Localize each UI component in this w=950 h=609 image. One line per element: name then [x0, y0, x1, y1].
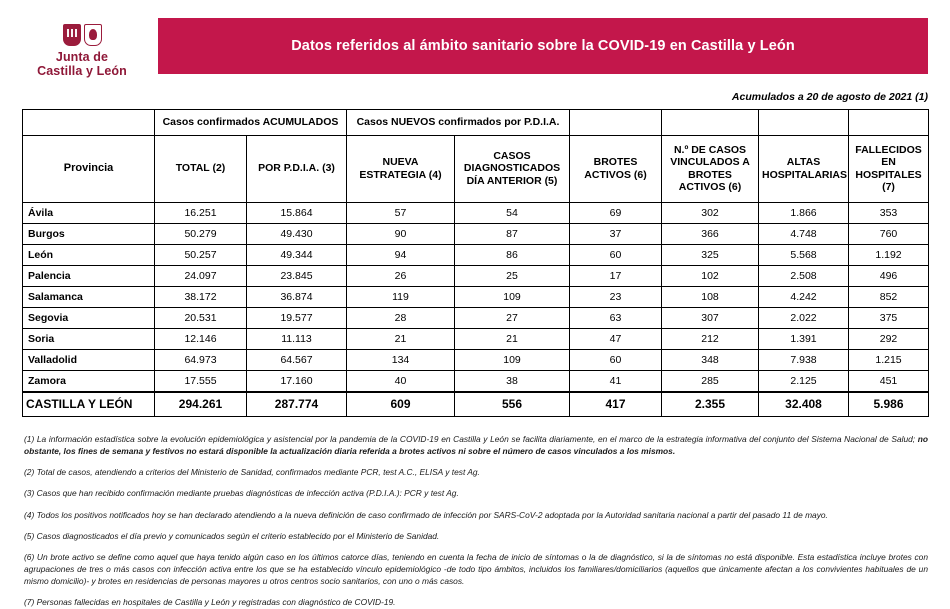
cell-altas: 2.508 [759, 265, 849, 286]
column-header-altas-hospitalarias: ALTAS HOSPITALARIAS [759, 135, 849, 202]
cell-fallecidos: 451 [849, 370, 929, 392]
coat-of-arms-icon [22, 24, 142, 46]
footnote-1 [24, 433, 928, 457]
cell-fallecidos: 1.192 [849, 244, 929, 265]
cell-total: 50.257 [155, 244, 247, 265]
castle-shield-icon [63, 24, 81, 46]
cell-dia-anterior: 87 [455, 223, 570, 244]
cell-dia-anterior: 54 [455, 202, 570, 223]
cell-nueva: 94 [347, 244, 455, 265]
cell-pdia: 64.567 [247, 349, 347, 370]
column-header-casos-vinculados: N.º DE CASOS VINCULADOS A BROTES ACTIVOS (6) [662, 135, 759, 202]
cell-total-brotes: 417 [570, 392, 662, 417]
column-header-brotes-activos: BROTES ACTIVOS (6) [570, 135, 662, 202]
cell-pdia: 23.845 [247, 265, 347, 286]
cell-vinculados: 325 [662, 244, 759, 265]
spacer-cell [23, 109, 155, 135]
table-row [23, 286, 929, 307]
footnote-1-bold: no obstante, los fines de semana y festivos no estará disponible la actualización diaria referida a brotes activos ni sobre el número de casos vinculados a los mismos. [24, 433, 928, 456]
cell-dia-anterior: 21 [455, 328, 570, 349]
cell-provincia: Valladolid [23, 349, 155, 370]
cell-brotes: 69 [570, 202, 662, 223]
logo-line-2: Castilla y León [37, 64, 127, 79]
spacer-cell-2 [570, 109, 662, 135]
cell-nueva: 57 [347, 202, 455, 223]
spacer-cell-4 [759, 109, 849, 135]
table-row [23, 244, 929, 265]
cell-nueva: 26 [347, 265, 455, 286]
cell-provincia: Salamanca [23, 286, 155, 307]
cell-pdia: 49.430 [247, 223, 347, 244]
cell-provincia: Soria [23, 328, 155, 349]
cell-total-altas: 32.408 [759, 392, 849, 417]
footnote-7: (7) Personas fallecidas en hospitales de Castilla y León y registradas con diagnóstico de COVID-19. [24, 597, 396, 608]
cell-altas: 1.866 [759, 202, 849, 223]
column-header-provincia: Provincia [23, 135, 155, 202]
cell-vinculados: 307 [662, 307, 759, 328]
column-header-fallecidos: FALLECIDOS EN HOSPITALES (7) [849, 135, 929, 202]
cell-dia-anterior: 25 [455, 265, 570, 286]
cell-altas: 1.391 [759, 328, 849, 349]
title-banner [158, 18, 928, 74]
cell-nueva: 28 [347, 307, 455, 328]
cell-total-provincia: CASTILLA Y LEÓN [23, 392, 155, 417]
cell-total-dia-anterior: 556 [455, 392, 570, 417]
cell-vinculados: 302 [662, 202, 759, 223]
cell-pdia: 36.874 [247, 286, 347, 307]
cell-altas: 2.022 [759, 307, 849, 328]
cell-brotes: 17 [570, 265, 662, 286]
spacer-cell-5 [849, 109, 929, 135]
cell-brotes: 60 [570, 349, 662, 370]
cell-dia-anterior: 38 [455, 370, 570, 392]
cell-fallecidos: 292 [849, 328, 929, 349]
cell-dia-anterior: 86 [455, 244, 570, 265]
page-title: Datos referidos al ámbito sanitario sobre la COVID-19 en Castilla y León [291, 38, 795, 54]
cell-provincia: León [23, 244, 155, 265]
cell-provincia: Palencia [23, 265, 155, 286]
cell-total: 16.251 [155, 202, 247, 223]
cell-pdia: 11.113 [247, 328, 347, 349]
cell-total: 64.973 [155, 349, 247, 370]
column-header-casos-dia-anterior: CASOS DIAGNOSTICADOS DÍA ANTERIOR (5) [455, 135, 570, 202]
cell-provincia: Ávila [23, 202, 155, 223]
cell-pdia: 15.864 [247, 202, 347, 223]
cell-fallecidos: 852 [849, 286, 929, 307]
page-header [0, 0, 950, 79]
cell-total-vinculados: 2.355 [662, 392, 759, 417]
cell-brotes: 37 [570, 223, 662, 244]
junta-logo [22, 18, 142, 79]
cell-brotes: 47 [570, 328, 662, 349]
cell-dia-anterior: 109 [455, 349, 570, 370]
cell-altas: 4.748 [759, 223, 849, 244]
cell-pdia: 49.344 [247, 244, 347, 265]
cell-nueva: 119 [347, 286, 455, 307]
group-header-acumulados: Casos confirmados ACUMULADOS [155, 109, 347, 135]
cell-total: 38.172 [155, 286, 247, 307]
column-header-nueva-estrategia: NUEVA ESTRATEGIA (4) [347, 135, 455, 202]
cell-fallecidos: 496 [849, 265, 929, 286]
cell-vinculados: 108 [662, 286, 759, 307]
table-header-row [23, 135, 929, 202]
cell-nueva: 134 [347, 349, 455, 370]
table-row [23, 202, 929, 223]
table-row [23, 307, 929, 328]
cell-nueva: 90 [347, 223, 455, 244]
cell-total: 20.531 [155, 307, 247, 328]
cell-vinculados: 366 [662, 223, 759, 244]
footnote-5: (5) Casos diagnosticados el día previo y comunicados según el criterio establecido por el Ministerio de Sanidad. [24, 530, 440, 541]
cell-total: 24.097 [155, 265, 247, 286]
cell-total-nueva: 609 [347, 392, 455, 417]
cell-altas: 5.568 [759, 244, 849, 265]
cell-vinculados: 102 [662, 265, 759, 286]
cell-altas: 2.125 [759, 370, 849, 392]
table-row [23, 265, 929, 286]
table-group-header-row [23, 109, 929, 135]
cell-altas: 7.938 [759, 349, 849, 370]
footnote-6: (6) Un brote activo se define como aquel que haya tenido algún caso en los últimos catorce días, teniendo en cuenta la fecha de inicio de síntomas o la de diagnóstico, si la de síntomas no está disponible. Esta estadística incluye brotes con agrupaciones de tres o más casos con infección activa entre los que se ha establecido vínculo epidemiológico -de todo tipo ámbitos, incluidos los familiares/domiciliarios (aquellos que únicamente afectan a los convivientes habituales de un mismo domicilio)- y brotes en residencias de personas mayores u otros centros socio sanitarios, con uno o más casos. [24, 551, 928, 587]
footnote-2: (2) Total de casos, atendiendo a criterios del Ministerio de Sanidad, confirmados mediante PCR, test A.C., ELISA y test Ag. [24, 467, 480, 478]
cell-vinculados: 348 [662, 349, 759, 370]
cell-altas: 4.242 [759, 286, 849, 307]
footnotes [0, 417, 950, 609]
cell-vinculados: 285 [662, 370, 759, 392]
cell-fallecidos: 1.215 [849, 349, 929, 370]
footnote-1-text: (1) La información estadística sobre la evolución epidemiológica y asistencial por la pandemia de la COVID-19 en Castilla y León se facilita diariamente, en el marco de la estrategia informativa del conjunto del Sistema Nacional de Salud; [24, 433, 916, 444]
cell-fallecidos: 760 [849, 223, 929, 244]
cell-brotes: 63 [570, 307, 662, 328]
lion-shield-icon [84, 24, 102, 46]
table-row [23, 370, 929, 392]
table-row [23, 349, 929, 370]
cell-brotes: 23 [570, 286, 662, 307]
cell-total: 12.146 [155, 328, 247, 349]
cell-dia-anterior: 27 [455, 307, 570, 328]
cell-total: 17.555 [155, 370, 247, 392]
cell-nueva: 21 [347, 328, 455, 349]
table-body [23, 202, 929, 416]
cell-provincia: Segovia [23, 307, 155, 328]
cell-provincia: Zamora [23, 370, 155, 392]
data-table-wrapper [0, 109, 950, 417]
cell-total: 50.279 [155, 223, 247, 244]
cell-fallecidos: 353 [849, 202, 929, 223]
footnote-4: (4) Todos los positivos notificados hoy se han declarado atendiendo a la nueva definición de caso confirmado de infección por SARS-CoV-2 adoptada por la Autoridad sanitaria nacional a partir del pasado 11 de mayo. [24, 509, 828, 520]
spacer-cell-3 [662, 109, 759, 135]
cell-total-pdia: 287.774 [247, 392, 347, 417]
footnote-3: (3) Casos que han recibido confirmación mediante pruebas diagnósticas de infección activa (P.D.I.A.): PCR y test Ag. [24, 488, 459, 499]
cell-provincia: Burgos [23, 223, 155, 244]
logo-line-1: Junta de [55, 50, 109, 64]
cell-pdia: 17.160 [247, 370, 347, 392]
logo-text [22, 50, 142, 79]
table-total-row [23, 392, 929, 417]
cell-dia-anterior: 109 [455, 286, 570, 307]
column-header-por-pdia: POR P.D.I.A. (3) [247, 135, 347, 202]
cell-brotes: 41 [570, 370, 662, 392]
cell-vinculados: 212 [662, 328, 759, 349]
table-row [23, 328, 929, 349]
group-header-nuevos: Casos NUEVOS confirmados por P.D.I.A. [347, 109, 570, 135]
cell-fallecidos: 375 [849, 307, 929, 328]
cell-nueva: 40 [347, 370, 455, 392]
accumulated-date-note: Acumulados a 20 de agosto de 2021 (1) [731, 90, 928, 103]
table-row [23, 223, 929, 244]
cell-brotes: 60 [570, 244, 662, 265]
covid-data-table [22, 109, 929, 417]
column-header-total: TOTAL (2) [155, 135, 247, 202]
cell-total-fallecidos: 5.986 [849, 392, 929, 417]
cell-pdia: 19.577 [247, 307, 347, 328]
cell-total-total: 294.261 [155, 392, 247, 417]
